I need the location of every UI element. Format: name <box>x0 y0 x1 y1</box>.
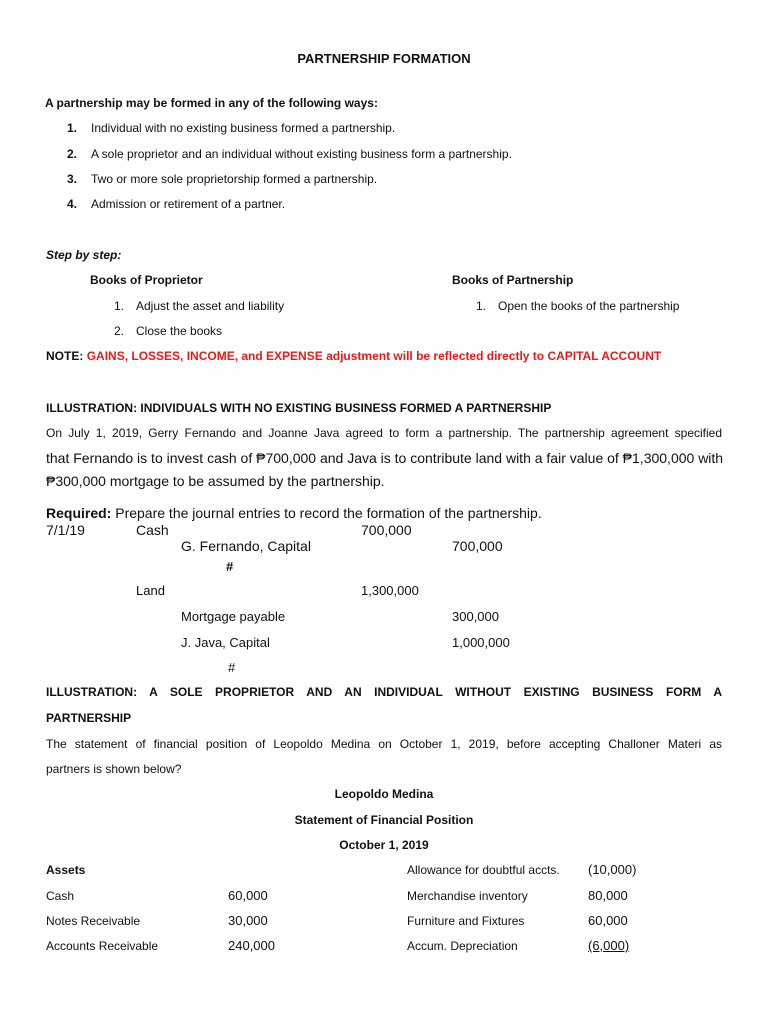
proprietor-heading: Books of Proprietor <box>90 273 203 287</box>
statement-label: Accum. Depreciation <box>407 939 518 953</box>
statement-title: Statement of Financial Position <box>294 813 474 827</box>
assets-heading: Assets <box>46 863 86 877</box>
statement-value: (10,000) <box>588 862 637 877</box>
required-line <box>46 505 542 521</box>
note-label: NOTE: <box>46 349 84 363</box>
journal-credit-amount: 1,000,000 <box>452 635 510 650</box>
entry-separator: # <box>226 559 234 574</box>
journal-credit-account: G. Fernando, Capital <box>181 538 311 554</box>
list-item-number: 2. <box>114 324 125 338</box>
list-item-number: 1. <box>67 121 78 135</box>
statement-label: Cash <box>46 889 75 903</box>
steps-heading: Step by step: <box>46 248 122 262</box>
statement-label: Accounts Receivable <box>46 939 159 953</box>
entry-separator: # <box>228 660 236 675</box>
statement-value: 60,000 <box>228 888 268 903</box>
required-text: Prepare the journal entries to record the formation of the partnership. <box>111 505 542 521</box>
list-item-text: Two or more sole proprietorship formed a partnership. <box>91 172 378 186</box>
illustration1-text-line: ₱300,000 mortgage to be assumed by the partnership. <box>46 473 385 489</box>
statement-name: Leopoldo Medina <box>334 787 434 801</box>
list-item-text: Open the books of the partnership <box>498 299 680 313</box>
partnership-heading: Books of Partnership <box>452 273 574 287</box>
illustration2-heading: ILLUSTRATION: A SOLE PROPRIETOR AND AN INDIVIDUAL WITHOUT EXISTING BUSINESS FORM A <box>46 685 722 699</box>
list-item-text: A sole proprietor and an individual without existing business form a partnership. <box>91 147 512 161</box>
journal-credit-account: J. Java, Capital <box>181 635 270 650</box>
list-item-number: 3. <box>67 172 78 186</box>
statement-value: 240,000 <box>228 938 275 953</box>
statement-label: Allowance for doubtful accts. <box>407 863 560 877</box>
journal-credit-amount: 300,000 <box>452 609 499 624</box>
intro-text: A partnership may be formed in any of the following ways: <box>45 96 378 110</box>
list-item-text: Adjust the asset and liability <box>136 299 285 313</box>
journal-credit-amount: 700,000 <box>452 538 503 554</box>
list-item-number: 4. <box>67 197 78 211</box>
statement-value: 30,000 <box>228 913 268 928</box>
list-item-text: Admission or retirement of a partner. <box>91 197 286 211</box>
list-item-number: 1. <box>114 299 125 313</box>
illustration1-text-line: On July 1, 2019, Gerry Fernando and Joanne Java agreed to form a partnership. The partnership agreement specified <box>46 426 722 440</box>
page-title: PARTNERSHIP FORMATION <box>297 51 471 66</box>
journal-debit-amount: 1,300,000 <box>361 583 419 598</box>
statement-label: Furniture and Fixtures <box>407 914 525 928</box>
statement-date: October 1, 2019 <box>339 838 429 852</box>
list-item-number: 1. <box>476 299 487 313</box>
illustration2-text-line: partners is shown below? <box>46 762 182 776</box>
statement-value: 80,000 <box>588 888 628 903</box>
list-item-text: Individual with no existing business formed a partnership. <box>91 121 396 135</box>
note-line <box>46 349 661 363</box>
illustration1-text-line: that Fernando is to invest cash of ₱700,000 and Java is to contribute land with a fair value of ₱1,300,000 with <box>46 450 724 466</box>
journal-credit-account: Mortgage payable <box>181 609 286 624</box>
list-item-number: 2. <box>67 147 78 161</box>
note-text: GAINS, LOSSES, INCOME, and EXPENSE adjustment will be reflected directly to CAPITAL ACCOUNT <box>86 349 662 363</box>
illustration2-text-line: The statement of financial position of Leopoldo Medina on October 1, 2019, before accepting Challoner Materi as <box>46 737 722 751</box>
statement-value: (6,000) <box>588 938 630 953</box>
journal-debit-account: Cash <box>136 522 169 538</box>
required-label: Required: <box>46 505 112 521</box>
illustration1-heading: ILLUSTRATION: INDIVIDUALS WITH NO EXISTING BUSINESS FORMED A PARTNERSHIP <box>46 401 552 415</box>
illustration2-heading: PARTNERSHIP <box>46 711 132 725</box>
journal-debit-amount: 700,000 <box>361 522 412 538</box>
statement-label: Notes Receivable <box>46 914 141 928</box>
statement-label: Merchandise inventory <box>407 889 528 903</box>
journal-debit-account: Land <box>136 583 165 598</box>
list-item-text: Close the books <box>136 324 223 338</box>
statement-value: 60,000 <box>588 913 628 928</box>
journal-date: 7/1/19 <box>46 522 85 538</box>
